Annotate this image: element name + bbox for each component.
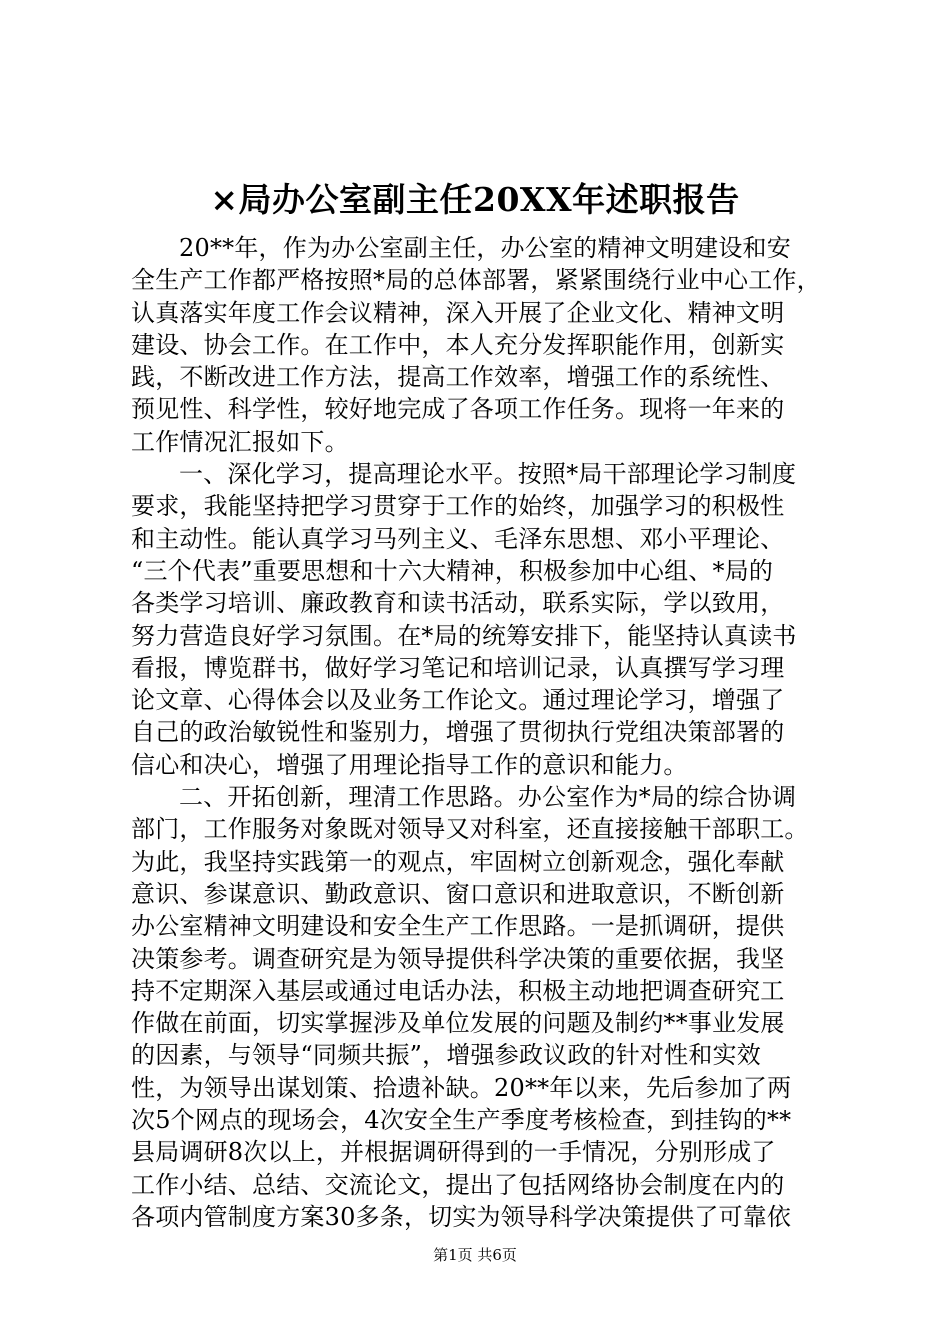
body-line: 工作情况汇报如下。 xyxy=(131,427,349,456)
body-line: 各项内管制度方案30多条，切实为领导科学决策提供了可靠依 xyxy=(131,1202,792,1231)
body-line: 全生产工作都严格按照*局的总体部署，紧紧围绕行业中心工作， xyxy=(131,266,821,295)
body-line: 建设、协会工作。在工作中，本人充分发挥职能作用，创新实 xyxy=(131,330,785,359)
body-line: 县局调研8次以上，并根据调研得到的一手情况，分别形成了 xyxy=(131,1138,776,1167)
body-line: 为此，我坚持实践第一的观点，牢固树立创新观念，强化奉献 xyxy=(131,847,785,876)
body-line: 的因素，与领导“同频共振”，增强参政议政的针对性和实效 xyxy=(131,1041,761,1070)
body-line: 看报，博览群书，做好学习笔记和培训记录，认真撰写学习理 xyxy=(131,653,785,682)
body-line: 各类学习培训、廉政教育和读书活动，联系实际，学以致用， xyxy=(131,589,785,618)
body-line: 20**年，作为办公室副主任，办公室的精神文明建设和安 xyxy=(179,234,791,262)
body-line: “三个代表”重要思想和十六大精神，积极参加中心组、*局的 xyxy=(131,556,774,585)
body-line: 认真落实年度工作会议精神，深入开展了企业文化、精神文明 xyxy=(131,298,785,327)
document-body xyxy=(131,232,831,1233)
body-line: 要求，我能坚持把学习贯穿于工作的始终，加强学习的积极性 xyxy=(131,492,785,521)
body-line: 部门，工作服务对象既对领导又对科室，还直接接触干部职工。 xyxy=(131,815,809,844)
body-line: 践，不断改进工作方法，提高工作效率，增强工作的系统性、 xyxy=(131,363,785,392)
body-line: 次5个网点的现场会，4次安全生产季度考核检查，到挂钩的** xyxy=(131,1106,792,1135)
body-line: 信心和决心，增强了用理论指导工作的意识和能力。 xyxy=(131,750,688,779)
body-line: 努力营造良好学习氛围。在*局的统筹安排下，能坚持认真读书 xyxy=(131,621,797,650)
body-line: 持不定期深入基层或通过电话办法，积极主动地把调查研究工 xyxy=(131,976,785,1005)
document-title: ×局办公室副主任20XX年述职报告 xyxy=(210,180,740,219)
body-line: 自己的政治敏锐性和鉴别力，增强了贯彻执行党组决策部署的 xyxy=(131,718,785,747)
body-line: 二、开拓创新，理清工作思路。办公室作为*局的综合协调 xyxy=(179,783,797,812)
body-line: 一、深化学习，提高理论水平。按照*局干部理论学习制度 xyxy=(179,460,797,489)
body-line: 意识、参谋意识、勤政意识、窗口意识和进取意识，不断创新 xyxy=(131,879,785,908)
body-line: 预见性、科学性，较好地完成了各项工作任务。现将一年来的 xyxy=(131,395,785,424)
page-footer: 第1页 共6页 xyxy=(433,1246,517,1264)
body-line: 论文章、心得体会以及业务工作论文。通过理论学习，增强了 xyxy=(131,686,785,715)
body-line: 和主动性。能认真学习马列主义、毛泽东思想、邓小平理论、 xyxy=(131,524,785,553)
body-line: 工作小结、总结、交流论文，提出了包括网络协会制度在内的 xyxy=(131,1170,785,1199)
body-line: 性，为领导出谋划策、拾遗补缺。20**年以来，先后参加了两 xyxy=(131,1073,792,1102)
body-line: 决策参考。调查研究是为领导提供科学决策的重要依据，我坚 xyxy=(131,944,785,973)
body-line: 办公室精神文明建设和安全生产工作思路。一是抓调研，提供 xyxy=(131,912,785,941)
body-line: 作做在前面，切实掌握涉及单位发展的问题及制约**事业发展 xyxy=(131,1009,785,1038)
